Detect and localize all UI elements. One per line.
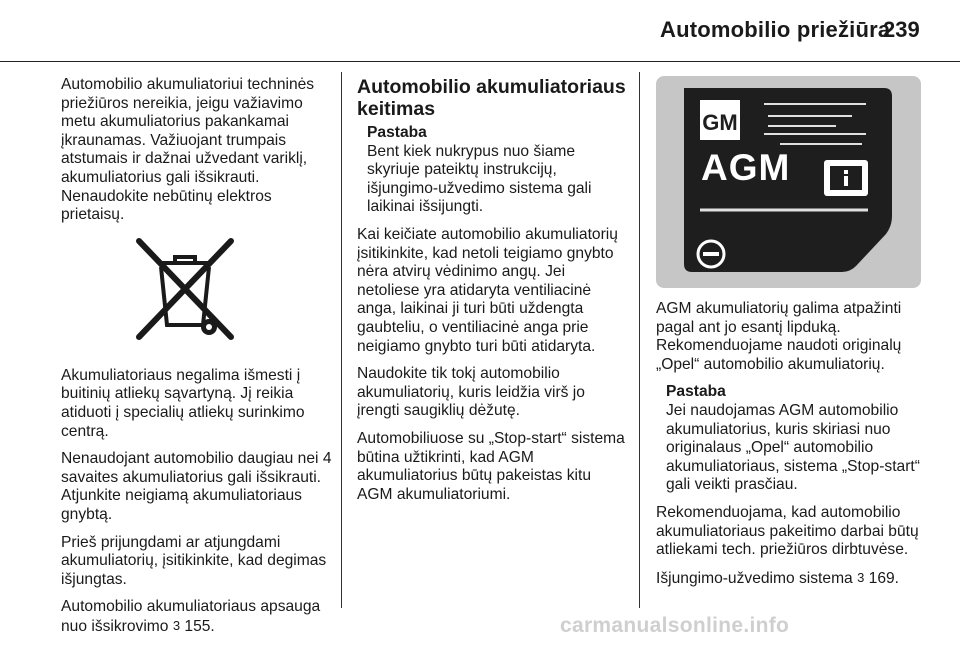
page-title: Automobilio priežiūra: [660, 17, 891, 42]
paragraph-stop-start-ref: [656, 569, 921, 589]
note-block: [357, 124, 629, 217]
crossed-bin-figure: [61, 235, 341, 345]
note-text: Jei naudojamas AGM automobilio akumuliatorius, kuris skiriasi nuo originalaus „Opel“ automobilio akumuliatoriaus, sistema „Stop-start“ gali veikti prasčiau.: [666, 401, 920, 494]
paragraph-maintenance: Automobilio akumuliatoriui techninės priežiūros nereikia, jeigu važiavimo metu akumuliatorius pakankamai įkraunamas. Važiuojant trumpais atstumais ir dažnai užvedant variklį, akumuliatorius gali išsikrauti. Nenaudokite nebūtinų elektros prietaisų.: [61, 76, 315, 224]
paragraph-stop-start: Automobiliuose su „Stop-start“ sistema būtina užtikrinti, kad AGM akumuliatorius būtų pakeistas kitu AGM akumuliatoriumi.: [357, 429, 625, 503]
header-divider: [0, 61, 960, 62]
paragraph-workshop: Rekomenduojama, kad automobilio akumuliatoriaus pakeitimo darbai būtų atliekami tech. priežiūros dirbtuvėse.: [656, 503, 919, 559]
note-title: Pastaba: [367, 124, 427, 141]
note-block: [656, 383, 921, 495]
section-heading: Automobilio akumuliatoriaus keitimas: [357, 76, 626, 120]
agm-label-text: AGM: [701, 147, 791, 188]
column-divider-2: [639, 72, 640, 608]
paragraph-ventilation: Kai keičiate automobilio akumuliatorių įsitikinkite, kad netoli teigiamo gnybto nėra atvirų vėdinimo angų. Jei netoliese yra atidaryta ventiliacinė anga, laikinai ji turi būti uždengta gaubteliu, o ventiliacinė anga prie neigiamo gnybto turi būti atidaryta.: [357, 225, 618, 355]
paragraph-agm-identify: AGM akumuliatorių galima atpažinti pagal ant jo esantį lipduką. Rekomenduojame naudoti originalų „Opel“ automobilio akumuliatorių.: [656, 300, 902, 373]
paragraph-fuse-box: Naudokite tik tokį automobilio akumuliatorių, kuris leidžia virš jo įrengti saugiklių dėžutę.: [357, 365, 585, 420]
column-3: [656, 76, 921, 597]
page-reference-arrow-icon: 3: [172, 617, 181, 633]
cross-reference-text: Išjungimo-užvedimo sistema: [656, 569, 853, 587]
column-2: [357, 76, 629, 513]
watermark: carmanualsonline.info: [560, 614, 790, 637]
cross-reference-text: Automobilio akumuliatoriaus apsauga nuo išsikrovimo: [61, 598, 321, 635]
cross-reference-page[interactable]: 169.: [868, 569, 900, 587]
page-number: 239: [883, 17, 920, 42]
paragraph-ignition: Prieš prijungdami ar atjungdami akumuliatorių, įsitikinkite, kad degimas išjungtas.: [61, 533, 327, 588]
paragraph-discharge-protection: [61, 598, 333, 636]
paragraph-disposal: Akumuliatoriaus negalima išmesti į buitinių atliekų sąvartyną. Jį reikia atiduoti į specialių atliekų surinkimo centrą.: [61, 366, 305, 440]
column-divider-1: [341, 72, 342, 608]
column-1: [61, 76, 333, 645]
note-text: Bent kiek nukrypus nuo šiame skyriuje pateiktų instrukcijų, išjungimo-užvedimo sistema gali laikinai išsijungti.: [367, 142, 592, 216]
agm-battery-label-figure: [656, 76, 921, 288]
note-title: Pastaba: [666, 383, 726, 401]
page-reference-arrow-icon: 3: [857, 569, 865, 585]
gm-logo: GM: [702, 110, 738, 135]
paragraph-storage: Nenaudojant automobilio daugiau nei 4 savaites akumuliatorius gali išsikrauti. Atjunkite neigiamą akumuliatoriaus gnybtą.: [61, 450, 332, 523]
page-header: [0, 0, 960, 62]
cross-reference-page[interactable]: 155.: [184, 617, 215, 635]
crossed-out-wheelie-bin-icon: [131, 235, 241, 343]
